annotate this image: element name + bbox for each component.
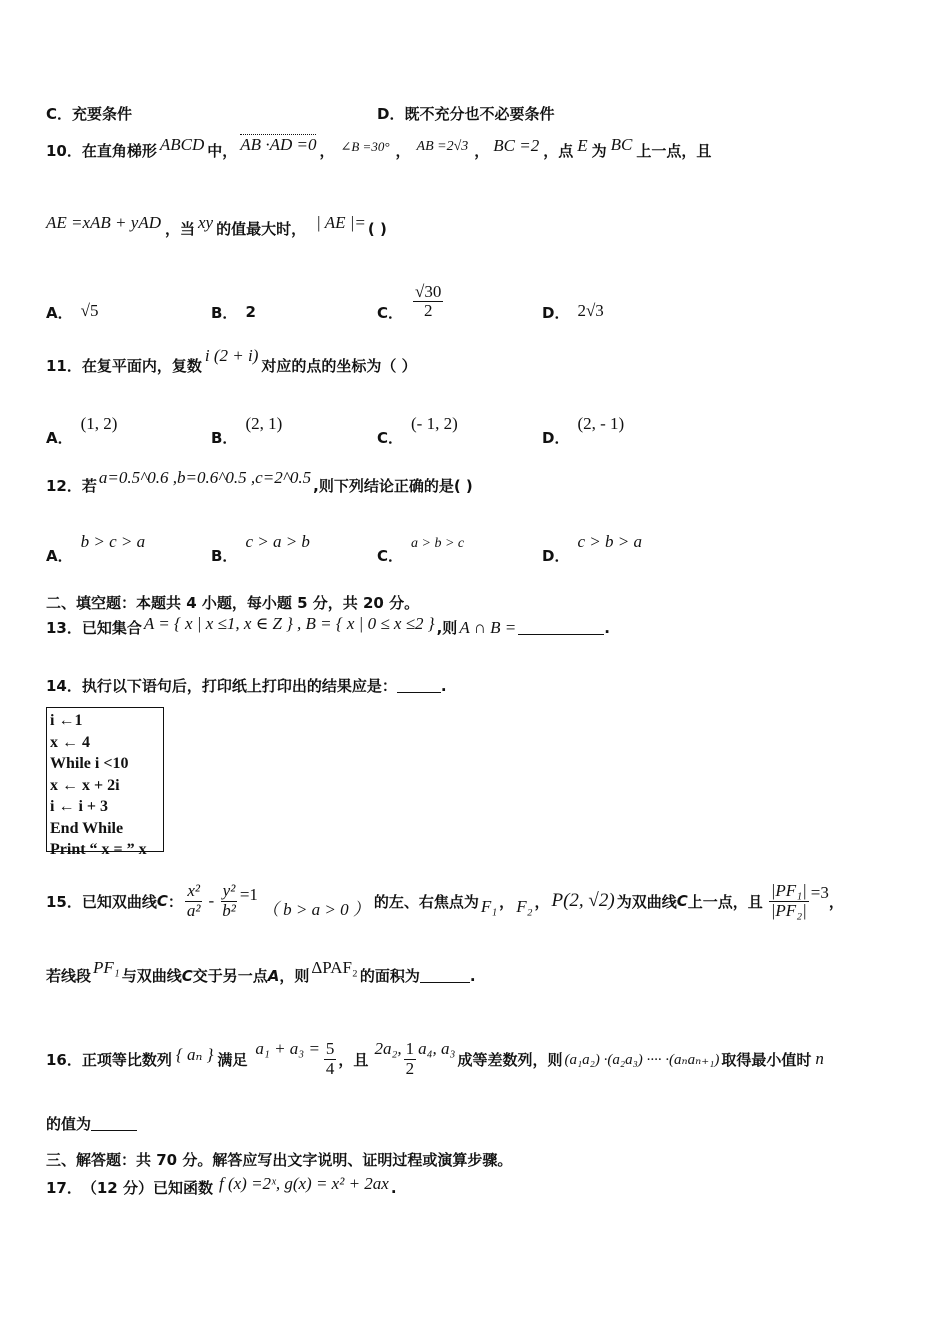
q17-number: 17． <box>46 1179 82 1197</box>
q16-stem-line1: 16． 正项等比数列 { aₙ } 满足 a₁ + a₃ = $\frac{5}{4}$ ，且 2a₂, $\frac{1}{2}$ a₄, a₃ 成等差数列，则 (a₁a₂) ·(a₂a₃) ···· ·(aₙaₙ₊₁) 取得最小值时 n <box>46 1038 824 1078</box>
q10-xy: xy <box>198 212 214 232</box>
q10-point-e: E <box>577 135 588 155</box>
q15-focus-f2: F₂ <box>516 897 533 916</box>
q16-number: 16． <box>46 1050 82 1069</box>
q14-stem: 14． 执行以下语句后，打印纸上打印出的结果应是： . <box>46 676 447 695</box>
q15-triangle: ΔPAF₂ <box>311 957 358 977</box>
section-2-heading: 二、填空题：本题共 4 小题，每小题 5 分，共 20 分。 <box>46 594 420 612</box>
q13-answer-blank[interactable] <box>518 620 604 635</box>
q11-complex: i (2 + i) <box>204 345 259 365</box>
q16-product: (a₁a₂) ·(a₂a₃) ···· ·(aₙaₙ₊₁) <box>564 1051 720 1068</box>
q15-focus-f1: F₁ <box>480 897 498 916</box>
section-3-heading: 三、解答题：共 70 分。解答应写出文字说明、证明过程或演算步骤。 <box>46 1151 513 1169</box>
q10-trapezoid: ABCD <box>159 134 205 154</box>
q10-option-b: B． 2 <box>211 303 256 322</box>
q12-option-b: B． c > a > b <box>211 532 310 565</box>
q14-number: 14． <box>46 677 82 695</box>
q10-ab-length: AB =2√3 <box>416 138 469 154</box>
q11-option-c: C． (- 1, 2) <box>377 414 458 447</box>
q12-option-d: D． c > b > a <box>542 532 642 565</box>
q10-number: 10． <box>46 142 82 160</box>
code-line: x ← 4 <box>50 733 90 751</box>
code-line: i ← i + 3 <box>50 798 109 815</box>
q9-option-d: D．既不充分也不必要条件 <box>377 105 555 123</box>
q13-set-a: A = { x | x ≤1, x ∈ Z } <box>143 613 293 633</box>
q12-number: 12． <box>46 477 82 495</box>
q15-condition: （ b > a > 0 ） <box>261 899 370 919</box>
q14-answer-blank[interactable] <box>397 678 441 693</box>
q10-option-c: C． $\frac{√30}{2}$ <box>377 281 442 322</box>
q17-stem: 17． （12 分）已知函数 f (x) =2ˣ, g(x) = x² + 2ax . <box>46 1173 397 1197</box>
q16-stem-line2: 的值为 <box>46 1113 137 1134</box>
q10-bc-length: BC =2 <box>493 135 540 155</box>
q12-option-c: C． a > b > c <box>377 536 465 565</box>
q16-answer-blank[interactable] <box>91 1116 137 1131</box>
code-line: i ←1 <box>50 712 83 729</box>
q15-answer-blank[interactable] <box>420 968 470 983</box>
code-line: Print “ x = ” x <box>50 841 147 858</box>
q13-stem: 13． 已知集合 A = { x | x ≤1, x ∈ Z } , B = { x | 0 ≤ x ≤2 } ,则 A ∩ B = . <box>46 613 610 637</box>
q9-option-c: C．充要条件 <box>46 105 133 123</box>
q10-options <box>46 283 746 323</box>
code-line: While i <10 <box>50 755 129 772</box>
q12-option-a: A． b > c > a <box>46 532 146 565</box>
q13-set-b: , B = { x | 0 ≤ x ≤2 } <box>296 613 435 633</box>
q10-option-a: A． √5 <box>46 301 99 322</box>
q16-one-half: $\frac{1}{2}$ <box>405 1038 415 1078</box>
q10-option-c-fraction: $\frac{√30}{2}$ <box>415 281 442 321</box>
q15-segment: PF₁ <box>93 957 120 977</box>
q10-option-d: D． 2√3 <box>542 301 604 322</box>
q11-stem: 11． 在复平面内，复数 i (2 + i) 对应的点的坐标为（ ） <box>46 345 417 375</box>
q11-option-a: A． (1, 2) <box>46 414 118 447</box>
code-line: x ← x + 2i <box>50 776 120 794</box>
q13-intersection: A ∩ B = <box>459 617 517 637</box>
q11-number: 11． <box>46 357 82 375</box>
q12-values: a=0.5^0.6 ,b=0.6^0.5 ,c=2^0.5 <box>98 467 312 487</box>
q15-stem-line2: 若线段 PF₁ 与双曲线 C 交于另一点 A ，则 ΔPAF₂ 的面积为 . <box>46 957 476 985</box>
q11-option-b: B． (2, 1) <box>211 414 283 447</box>
q10-vector-eq: AE =xAB + yAD <box>46 212 161 232</box>
q12-stem: 12． 若 a=0.5^0.6 ,b=0.6^0.5 ,c=2^0.5 ,则下列结论正确的是( ) <box>46 467 473 495</box>
q10-bc: BC <box>610 134 633 154</box>
code-line: End While <box>50 819 124 837</box>
q16-sequence: { aₙ } <box>175 1045 214 1064</box>
q10-dot-product: AB ·AD =0 <box>240 135 317 154</box>
q13-number: 13． <box>46 619 82 637</box>
q15-y-fraction: $\frac{\text{y²}}{\text{b²}}$ <box>222 880 236 920</box>
q14-code-box <box>46 707 164 858</box>
q10-stem-line1: 10． 在直角梯形 ABCD 中， AB ·AD =0 ， ∠B =30° ， AB =2√3 ， BC =2 ，点 E 为 BC 上一点，且 <box>46 134 712 160</box>
q10-abs-ae: | AE |= <box>316 212 366 232</box>
q11-option-d: D． (2, - 1) <box>542 414 625 447</box>
q15-stem-line1: 15． 已知双曲线 C ： $\frac{\text{x²}}{\text{a²}}$ - $\frac{\text{y²}}{\text{b²}}$ =1 （ b > a > 0 ） 的左、右焦点为 F₁ ， F₂ ， P(2, √2) 为双曲线 C 上一点，且 $\frac{\text{|PF₁|}}{\text{|PF₂|}}$ =3 ， <box>46 880 844 920</box>
q11-options <box>46 408 746 448</box>
q17-functions: f (x) =2ˣ, g(x) = x² + 2ax <box>218 1173 389 1193</box>
q12-options <box>46 526 746 566</box>
q15-ratio-fraction: $\frac{\text{|PF₁|}}{\text{|PF₂|}}$ <box>770 880 807 920</box>
q16-five-fourths: $\frac{5}{4}$ <box>325 1038 335 1078</box>
q10-stem-line2: AE =xAB + yAD ，当 xy 的值最大时， | AE |= ( ) <box>46 212 387 238</box>
q10-angle: ∠B =30° <box>340 138 390 154</box>
q15-number: 15． <box>46 892 82 911</box>
q15-point-p: P(2, √2) <box>551 890 615 911</box>
q15-x-fraction: $\frac{\text{x²}}{\text{a²}}$ <box>186 880 201 920</box>
